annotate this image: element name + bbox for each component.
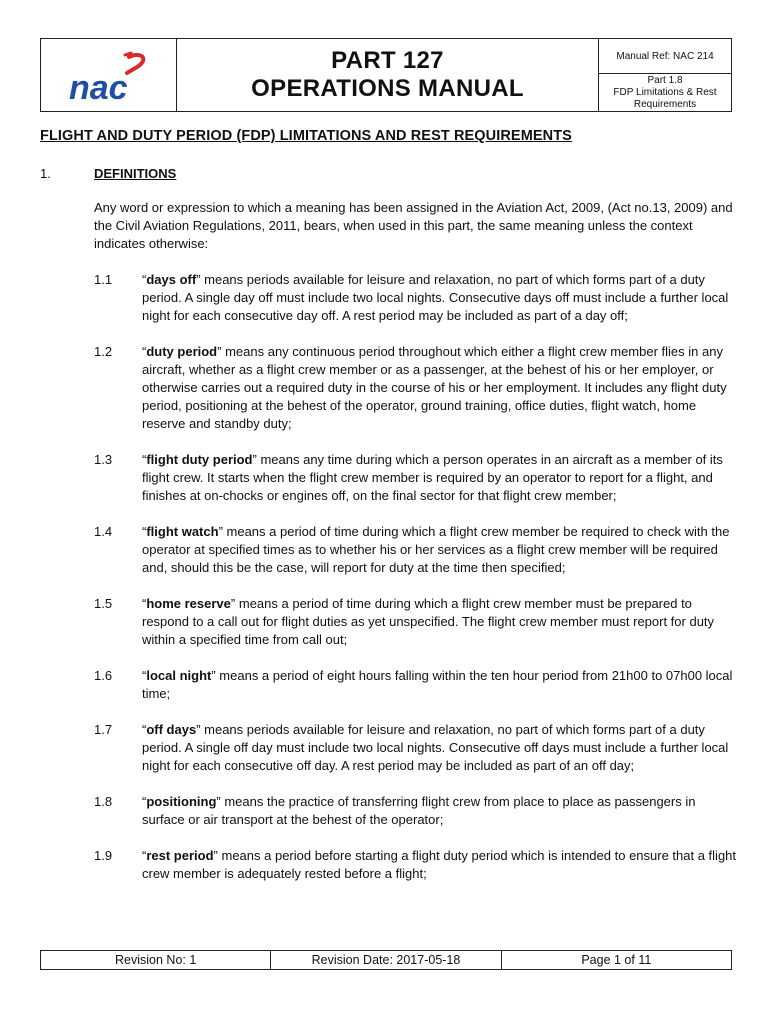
definition-item bbox=[94, 451, 739, 505]
definition-number: 1.8 bbox=[94, 794, 113, 809]
manual-ref: Manual Ref: NAC 214 bbox=[599, 39, 731, 74]
definition-body: “flight watch” means a period of time during which a flight crew member be required to check with the operator at specified times as to whether his or her services as a flight crew member will be required and, should this be the case, will report for duty at the time then specified; bbox=[142, 524, 730, 575]
definition-item bbox=[94, 523, 739, 577]
definition-number: 1.3 bbox=[94, 452, 113, 467]
definition-item bbox=[94, 343, 739, 433]
intro-paragraph: Any word or expression to which a meaning has been assigned in the Aviation Act, 2009, (Act no.13, 2009) and the Civil Aviation Regulations, 2011, bears, when used in this part, the same meaning unless the context indicates otherwise: bbox=[94, 200, 733, 251]
definition-item bbox=[94, 595, 739, 649]
definition-number: 1.9 bbox=[94, 848, 113, 863]
definition-text: means the practice of transferring flight crew from place to place as passengers in surface or air transport at the behest of the operator; bbox=[142, 794, 696, 827]
definition-term: positioning bbox=[146, 794, 217, 809]
definition-number: 1.6 bbox=[94, 668, 113, 683]
reference-cell bbox=[599, 39, 731, 111]
definition-term: duty period bbox=[146, 344, 218, 359]
part-info bbox=[599, 74, 731, 111]
definition-term: flight duty period bbox=[146, 452, 253, 467]
definition-number: 1.1 bbox=[94, 272, 113, 287]
definition-term: days off bbox=[146, 272, 197, 287]
definition-text: means a period of time during which a flight crew member be required to check with the operator at specified times as to whether his or her services as a flight crew member will be required and, should this be the case, will report for duty at the time then specified; bbox=[142, 524, 730, 575]
title-cell bbox=[177, 39, 599, 111]
logo-cell bbox=[41, 39, 177, 111]
definition-body: “positioning” means the practice of transferring flight crew from place to place as passengers in surface or air transport at the behest of the operator; bbox=[142, 794, 696, 827]
definition-text: means a period before starting a flight duty period which is intended to ensure that a flight crew member is adequately rested before a flight; bbox=[142, 848, 737, 881]
definition-body: “days off” means periods available for leisure and relaxation, no part of which forms part of a duty period. A single day off must include two local nights. Consecutive days off must include a further local night for each consecutive day off. A rest period may be included as part of a day off; bbox=[142, 272, 729, 323]
definition-item bbox=[94, 793, 739, 829]
definitions-list bbox=[94, 271, 739, 901]
revision-number: Revision No: 1 bbox=[41, 951, 271, 969]
part-number: Part 1.8 bbox=[647, 74, 683, 86]
definition-term: home reserve bbox=[146, 596, 231, 611]
header-title-line1: PART 127 bbox=[331, 47, 444, 74]
definition-text: means periods available for leisure and relaxation, no part of which forms part of a duty period. A single day off must include two local nights. Consecutive days off must include a further local night for each consecutive day off. A rest period may be included as part of a day off; bbox=[142, 272, 729, 323]
section-heading-row bbox=[40, 166, 176, 181]
nac-logo-icon bbox=[67, 51, 153, 103]
definition-body: “rest period” means a period before starting a flight duty period which is intended to ensure that a flight crew member is adequately rested before a flight; bbox=[142, 848, 737, 881]
revision-date: Revision Date: 2017-05-18 bbox=[271, 951, 501, 969]
definition-number: 1.2 bbox=[94, 344, 113, 359]
definition-number: 1.5 bbox=[94, 596, 113, 611]
definition-text: means a period of time during which a flight crew member must be prepared to respond to a call out for flight duties as yet unspecified. The flight crew member must report for duty within a specified time from call out; bbox=[142, 596, 715, 647]
part-title-line1: FDP Limitations & Rest bbox=[613, 86, 717, 98]
section-number: 1. bbox=[40, 166, 51, 181]
part-title-line2: Requirements bbox=[633, 98, 697, 110]
definition-body: “flight duty period” means any time during which a person operates in an aircraft as a member of its flight crew. It starts when the flight crew member is required by an operator to report for a flight, and finishes at on-chocks or engines off, on the final sector for that flight crew member; bbox=[142, 452, 723, 503]
page-number: Page 1 of 11 bbox=[581, 953, 652, 967]
definition-term: rest period bbox=[146, 848, 214, 863]
definition-number: 1.7 bbox=[94, 722, 113, 737]
header-title-line2: OPERATIONS MANUAL bbox=[251, 75, 524, 102]
definition-body: “duty period” means any continuous period throughout which either a flight crew member flies in any aircraft, whether as a flight crew member or as a passenger, at the behest of his or her employer, or otherwise carries out a required duty in the course of his or her employment. It includes any flight duty period, positioning at the behest of the operator, ground training, office duties, flight watch, home reserve and standby duty; bbox=[142, 344, 727, 431]
definition-term: off days bbox=[146, 722, 197, 737]
definition-item bbox=[94, 667, 739, 703]
definition-item bbox=[94, 721, 739, 775]
definition-body: “home reserve” means a period of time during which a flight crew member must be prepared to respond to a call out for flight duties as yet unspecified. The flight crew member must report for duty within a specified time from call out; bbox=[142, 596, 715, 647]
definition-body: “local night” means a period of eight hours falling within the ten hour period from 21h00 to 07h00 local time; bbox=[142, 668, 733, 701]
definition-term: flight watch bbox=[146, 524, 219, 539]
document-title: FLIGHT AND DUTY PERIOD (FDP) LIMITATIONS AND REST REQUIREMENTS bbox=[40, 128, 572, 144]
page-header bbox=[40, 38, 732, 112]
definition-number: 1.4 bbox=[94, 524, 113, 539]
page-footer bbox=[40, 950, 732, 970]
definition-text: means any time during which a person operates in an aircraft as a member of its flight crew. It starts when the flight crew member is required by an operator to report for a flight, and finishes at on-chocks or engines off, on the final sector for that flight crew member; bbox=[142, 452, 723, 503]
definition-text: means any continuous period throughout which either a flight crew member flies in any aircraft, whether as a flight crew member or as a passenger, at the behest of his or her employer, or otherwise carries out a required duty in the course of his or her employment. It includes any flight duty period, positioning at the behest of the operator, ground training, office duties, flight watch, home reserve and standby duty; bbox=[142, 344, 727, 431]
definition-body: “off days” means periods available for leisure and relaxation, no part of which forms part of a duty period. A single off day must include two local nights. Consecutive off days must include a further local night for each consecutive off day. A rest period may be included as part of an off day; bbox=[142, 722, 729, 773]
definition-term: local night bbox=[146, 668, 212, 683]
definition-text: means periods available for leisure and relaxation, no part of which forms part of a duty period. A single off day must include two local nights. Consecutive off days must include a further local night for each consecutive off day. A rest period may be included as part of an off day; bbox=[142, 722, 729, 773]
definition-item bbox=[94, 847, 739, 883]
definition-text: means a period of eight hours falling within the ten hour period from 21h00 to 07h00 local time; bbox=[142, 668, 733, 701]
logo-text: nac bbox=[69, 69, 128, 103]
definition-item bbox=[94, 271, 739, 325]
section-heading: DEFINITIONS bbox=[94, 166, 177, 181]
